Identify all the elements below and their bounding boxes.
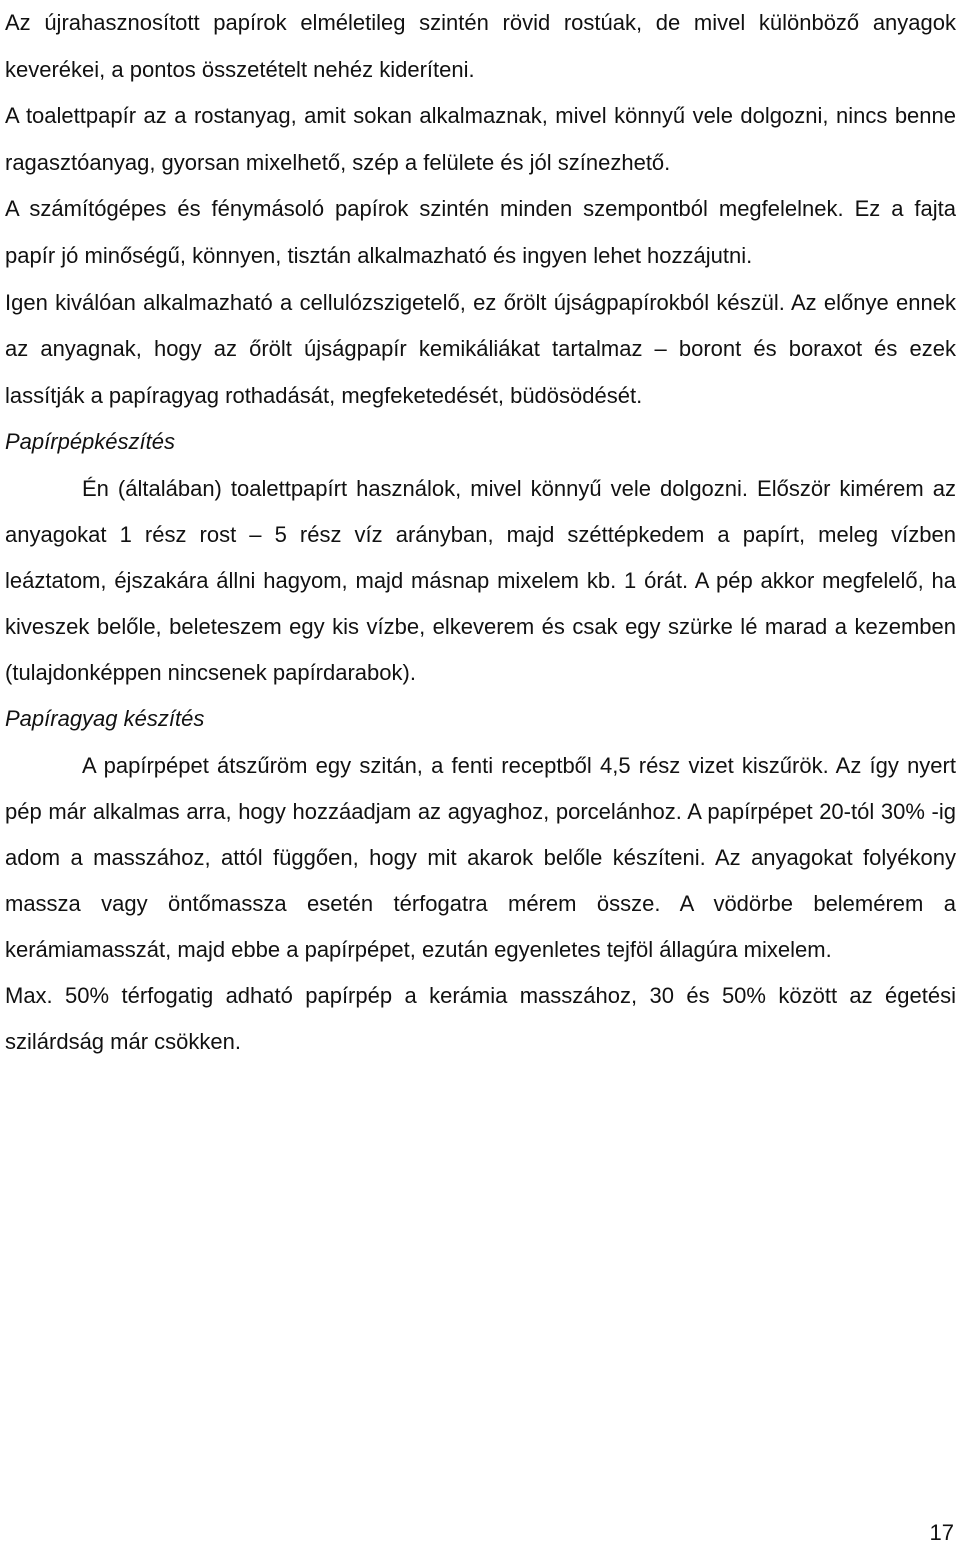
- document-page: [5, 0, 956, 1065]
- page-number: 17: [929, 1520, 954, 1545]
- section-heading-paperclay: Papíragyag készítés: [5, 705, 205, 731]
- paragraph-paperclay-making: A papírpépet átszűröm egy szitán, a fenti receptből 4,5 rész vizet kiszűrök. Az így nyert pép már alkalmas arra, hogy hozzáadjam az agyaghoz, porcelánhoz. A papírpépet 20-tól 30% -ig adom a masszához, attól függően, hogy mit akarok belőle készíteni. Az anyagokat folyékony massza vagy öntőmassza esetén térfogatra mérem össze. A vödörbe belemérem a kerámiamasszát, majd ebbe a papírpépet, ezután egyenletes tejföl állagúra mixelem.: [5, 752, 956, 962]
- paragraph-max-volume: Max. 50% térfogatig adható papírpép a kerámia masszához, 30 és 50% között az égetési szilárdság már csökken.: [5, 982, 956, 1054]
- section-heading-pulp: Papírpépkészítés: [5, 429, 175, 455]
- paragraph-cellulose-insulation: Igen kiválóan alkalmazható a cellulózszigetelő, ez őrölt újságpapírokból készül. Az előnye ennek az anyagnak, hogy az őrölt újságpapír kemikáliákat tartalmaz – boront és boraxot és ezek lassítják a papíragyag rothadását, megfeketedését, büdösödését.: [5, 289, 956, 408]
- paragraph-toilet-paper: A toalettpapír az a rostanyag, amit sokan alkalmaznak, mivel könnyű vele dolgozni, nincs benne ragasztóanyag, gyorsan mixelhető, szép a felülete és jól színezhető.: [5, 103, 956, 175]
- intro-block: [5, 0, 956, 419]
- section-pulp-block: [5, 466, 956, 696]
- paragraph-copier-paper: A számítógépes és fénymásoló papírok szintén minden szempontból megfelelnek. Ez a fajta papír jó minőségű, könnyen, tisztán alkalmazható és ingyen lehet hozzájutni.: [5, 196, 956, 268]
- paragraph-pulp-making: Én (általában) toalettpapírt használok, mivel könnyű vele dolgozni. Először kimérem az anyagokat 1 rész rost – 5 rész víz arányban, majd széttépkedem a papírt, meleg vízben leáztatom, éjszakára állni hagyom, majd másnap mixelem kb. 1 órát. A pép akkor megfelelő, ha kiveszek belőle, beleteszem egy kis vízbe, elkeverem és csak egy szürke lé marad a kezemben (tulajdonképpen nincsenek papírdarabok).: [5, 475, 956, 685]
- paragraph-recycled-paper: Az újrahasznosított papírok elméletileg szintén rövid rostúak, de mivel különböző anyagok keverékei, a pontos összetételt nehéz kideríteni.: [5, 10, 956, 82]
- section-paperclay-block: [5, 743, 956, 1065]
